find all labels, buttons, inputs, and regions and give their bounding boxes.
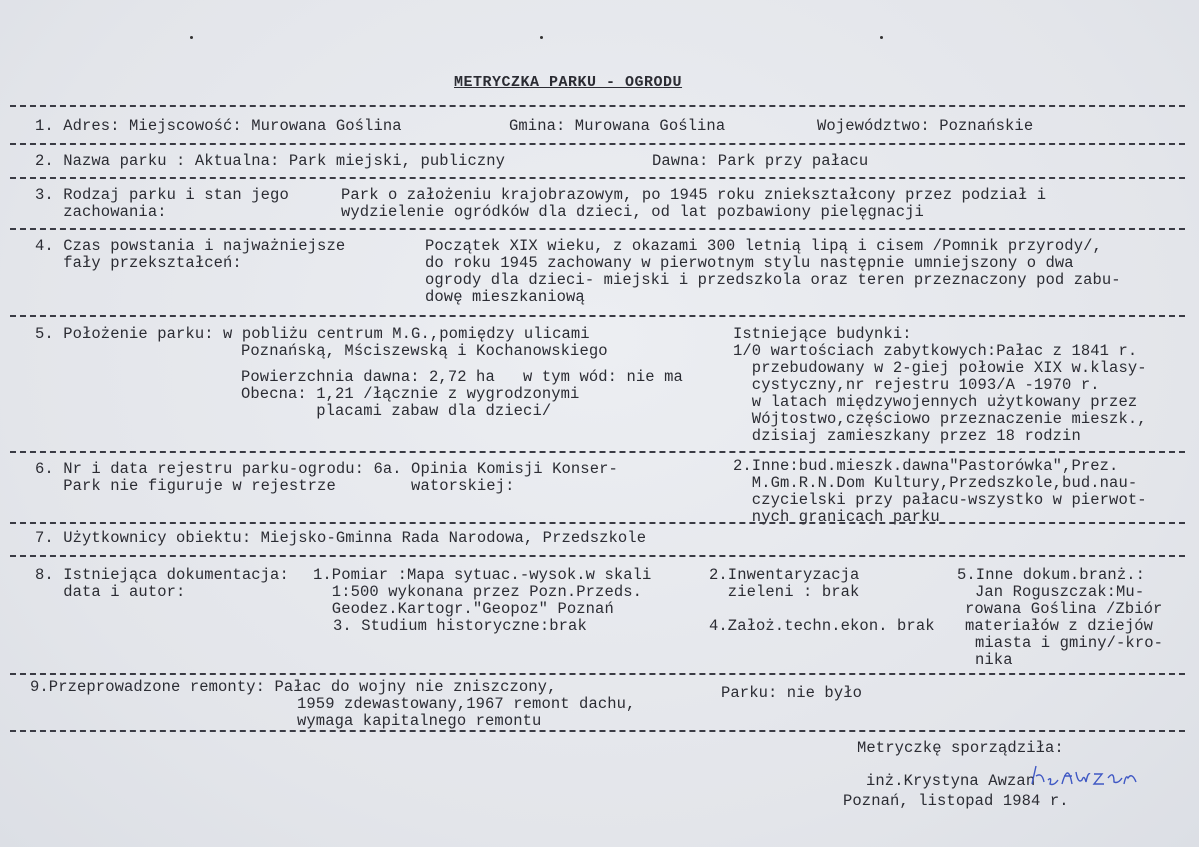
buildings-text: 1/0 wartościach zabytkowych:Pałac z 1841 r. — [733, 342, 1138, 360]
punch-mark — [540, 36, 543, 39]
other-buildings-text: nych granicach parku — [733, 508, 940, 526]
place-date: Poznań, listopad 1984 r. — [843, 792, 1069, 810]
documentation-item: 1.Pomiar :Mapa sytuac.-wysok.w skali — [313, 566, 652, 584]
buildings-text: w latach międzywojennych użytkowany przez — [733, 393, 1138, 411]
users-text: 7. Użytkownicy obiektu: Miejsko-Gminna Rada Narodowa, Przedszkole — [35, 529, 647, 547]
handwritten-signature — [1028, 760, 1146, 790]
history-text: Początek XIX wieku, z okazami 300 letnią lipą i cisem /Pomnik przyrody/, — [425, 237, 1102, 255]
area-text: Powierzchnia dawna: 2,72 ha w tym wód: nie ma — [241, 368, 683, 386]
documentation-item: miasta i gminy/-kro- — [975, 634, 1164, 652]
documentation-item: 2.Inwentaryzacja — [709, 566, 860, 584]
location-text: 5. Położenie parku: w pobliżu centrum M.G.,pomiędzy ulicami — [35, 325, 590, 343]
park-type-label: 3. Rodzaj parku i stan jego — [35, 186, 289, 204]
divider — [10, 315, 1185, 317]
prepared-by-label: Metryczkę sporządziła: — [857, 739, 1064, 757]
history-text: dowę mieszkaniową — [425, 288, 585, 306]
park-name-field: 2. Nazwa parku : Aktualna: Park miejski, publiczny — [35, 152, 506, 170]
punch-mark — [880, 36, 883, 39]
documentation-item: 3. Studium historyczne:brak — [333, 617, 587, 635]
gmina-field: Gmina: Murowana Goślina — [509, 117, 726, 135]
divider — [10, 105, 1185, 107]
divider — [10, 177, 1185, 179]
documentation-item: Geodez.Kartogr."Geopoz" Poznań — [313, 600, 614, 618]
divider — [10, 143, 1185, 145]
park-type-label: zachowania: — [35, 203, 167, 221]
buildings-text: cystyczny,nr rejestru 1093/A -1970 r. — [733, 376, 1100, 394]
documentation-item: materiałów z dziejów — [965, 617, 1154, 635]
divider — [10, 673, 1185, 675]
documentation-item: rowana Goślina /Zbiór — [965, 600, 1163, 618]
divider — [10, 228, 1185, 230]
park-type-text: Park o założeniu krajobrazowym, po 1945 roku zniekształcony przez podział i — [341, 186, 1047, 204]
divider — [10, 730, 1185, 732]
address-field: 1. Adres: Miejscowość: Murowana Goślina — [35, 117, 402, 135]
history-text: do roku 1945 zachowany w pierwotnym stylu następnie umniejszony o dwa — [425, 254, 1074, 272]
voivodeship-field: Województwo: Poznańskie — [817, 117, 1034, 135]
park-renovations-text: Parku: nie było — [721, 684, 863, 702]
documentation-item: 4.Założ.techn.ekon. brak — [709, 617, 935, 635]
documentation-item: zieleni : brak — [709, 583, 860, 601]
location-text: Poznańską, Mściszewską i Kochanowskiego — [241, 342, 608, 360]
documentation-label: data i autor: — [35, 583, 186, 601]
divider — [10, 522, 1185, 524]
area-text: Obecna: 1,21 /łącznie z wygrodzonymi — [241, 385, 580, 403]
documentation-item: nika — [975, 651, 1013, 669]
park-type-text: wydzielenie ogródków dla dzieci, od lat pozbawiony pielęgnacji — [341, 203, 924, 221]
documentation-item: 5.Inne dokum.branż.: — [957, 566, 1146, 584]
documentation-item: Jan Roguszczak:Mu- — [975, 583, 1145, 601]
former-name-field: Dawna: Park przy pałacu — [652, 152, 869, 170]
renovations-text: 9.Przeprowadzone remonty: Pałac do wojny nie zniszczony, — [30, 678, 557, 696]
other-buildings-text: czycielski przy pałacu-wszystko w pierwot- — [733, 491, 1147, 509]
buildings-text: przebudowany w 2-giej połowie XIX w.klasy- — [733, 359, 1147, 377]
history-label: 4. Czas powstania i najważniejsze — [35, 237, 346, 255]
area-text: placami zabaw dla dzieci/ — [241, 402, 552, 420]
documentation-label: 8. Istniejąca dokumentacja: — [35, 566, 289, 584]
buildings-text: Wójtostwo,częściowo przeznaczenie mieszk., — [733, 410, 1147, 428]
other-buildings-text: M.Gm.R.N.Dom Kultury,Przedszkole,bud.nau- — [733, 474, 1138, 492]
buildings-text: Istniejące budynki: — [733, 325, 912, 343]
history-text: ogrody dla dzieci- miejski i przedszkola oraz teren przeznaczony pod zabu- — [425, 271, 1121, 289]
punch-mark — [190, 36, 193, 39]
author-name: inż.Krystyna Awzan — [866, 772, 1036, 790]
documentation-item: 1:500 wykonana przez Pozn.Przeds. — [313, 583, 643, 601]
renovations-text: 1959 zdewastowany,1967 remont dachu, — [297, 695, 636, 713]
register-text: 6. Nr i data rejestru parku-ogrodu: 6a. Opinia Komisji Konser- — [35, 460, 618, 478]
renovations-text: wymaga kapitalnego remontu — [297, 712, 542, 730]
divider — [10, 451, 1185, 453]
register-text: Park nie figuruje w rejestrze watorskiej: — [35, 477, 515, 495]
document-title: METRYCZKA PARKU - OGRODU — [454, 74, 683, 91]
divider — [10, 555, 1185, 557]
other-buildings-text: 2.Inne:bud.mieszk.dawna"Pastorówka",Prez. — [733, 457, 1119, 475]
history-label: fały przekształceń: — [35, 254, 242, 272]
buildings-text: dzisiaj zamieszkany przez 18 rodzin — [733, 427, 1081, 445]
